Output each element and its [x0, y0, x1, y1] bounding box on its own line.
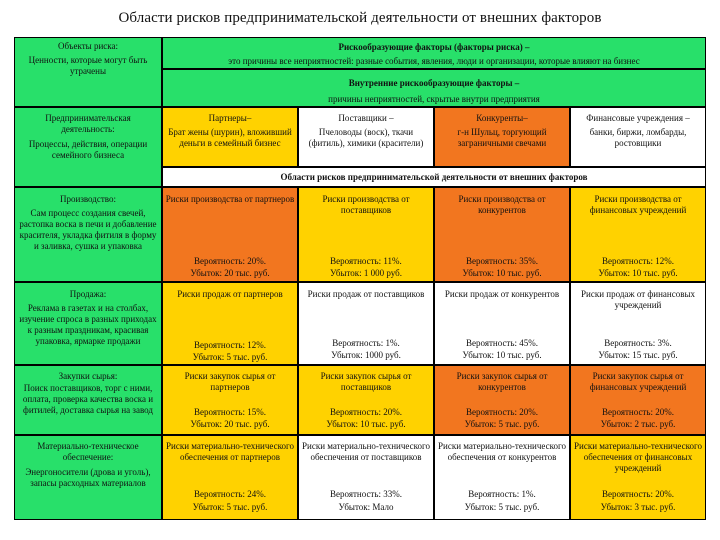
risk-label: Риски материально-технического обеспечения от финансовых учреждений — [574, 441, 702, 473]
finance-desc: банки, биржи, ломбарды, ростовщики — [589, 127, 687, 148]
risk-probability: Вероятность: 20%. — [466, 407, 538, 417]
risk-cell — [298, 435, 434, 520]
risk-loss: Убыток: 3 тыс. руб. — [600, 502, 676, 512]
risk-probability: Вероятность: 24%. — [194, 489, 266, 499]
risk-cell — [434, 282, 570, 365]
risk-cell — [162, 187, 298, 282]
risk-probability: Вероятность: 1%. — [468, 489, 536, 499]
risk-label: Риски производства от поставщиков — [322, 194, 410, 215]
competitors-heading: Конкуренты– — [476, 113, 528, 123]
risk-label: Риски материально-технического обеспечения от конкурентов — [438, 441, 566, 462]
risk-probability: Вероятность: 12%. — [194, 340, 266, 350]
risk-cell — [570, 187, 706, 282]
page-title: Области рисков предпринимательской деятельности от внешних факторов — [118, 10, 602, 26]
risk-probability: Вероятность: 15%. — [194, 407, 266, 417]
risk-label: Риски материально-технического обеспечения от поставщиков — [302, 441, 430, 462]
risk-loss: Убыток: 1000 руб. — [331, 350, 401, 360]
risk-cell — [298, 282, 434, 365]
suppliers-desc: Пчеловоды (воск), ткачи (фитиль), химики (красители) — [308, 127, 424, 148]
objects-heading: Объекты риска: — [57, 41, 119, 51]
risk-cell — [570, 282, 706, 365]
risk-cell — [162, 435, 298, 520]
risk-probability: Вероятность: 45%. — [466, 338, 538, 348]
factors-heading: Рискообразующие факторы (факторы риска) – — [338, 42, 530, 52]
risk-label: Риски продаж от финансовых учреждений — [581, 289, 695, 310]
risk-loss: Убыток: 5 тыс. руб. — [464, 502, 540, 512]
risk-label: Риски производства от партнеров — [165, 194, 295, 204]
risk-label: Риски продаж от поставщиков — [307, 289, 425, 299]
internal-line1: Внутренние рискообразующие факторы – — [348, 78, 520, 88]
areas-title-bar — [162, 167, 706, 187]
row-heading: Производство: — [60, 194, 116, 204]
row-heading: Материально-техническое обеспечение: — [37, 441, 139, 462]
factors-desc: это причины все неприятностей: разные события, явления, люди и организации, которые влияют на бизнес — [228, 56, 640, 66]
row-purchasing-header — [14, 365, 162, 435]
activity-desc: Процессы, действия, операции семейного бизнеса — [28, 139, 148, 160]
risk-label: Риски закупок сырья от партнеров — [184, 371, 276, 392]
competitors-header — [434, 107, 570, 167]
risk-loss: Убыток: 15 тыс. руб. — [598, 350, 678, 360]
suppliers-heading: Поставщики – — [338, 113, 394, 123]
areas-title: Области рисков предпринимательской деятельности от внешних факторов — [280, 172, 588, 182]
risk-label: Риски продаж от конкурентов — [444, 289, 560, 299]
row-desc: Реклама в газетах и на столбах, изучение спроса в разных приходах к разным праздникам, красивая упаковка, ярмарке продажи — [19, 303, 157, 346]
partners-desc: Брат жены (шурин), вложивший деньги в семейный бизнес — [168, 127, 292, 148]
objects-desc: Ценности, которые могут быть утрачены — [28, 55, 148, 76]
risk-cell — [570, 365, 706, 435]
risk-loss: Убыток: 20 тыс. руб. — [190, 419, 270, 429]
row-desc: Сам процесс создания свечей, растопка воска в печи и добавление красителя, укладка фитиля в форму и заливка, сушка и упаковка — [19, 208, 157, 251]
risk-cell — [162, 365, 298, 435]
risk-loss: Убыток: 10 тыс. руб. — [326, 419, 406, 429]
risk-loss: Убыток: 10 тыс. руб. — [598, 268, 678, 278]
risk-loss: Убыток: Мало — [338, 502, 394, 512]
risk-loss: Убыток: 5 тыс. руб. — [464, 419, 540, 429]
risk-probability: Вероятность: 33%. — [330, 489, 402, 499]
risk-probability: Вероятность: 20%. — [602, 407, 674, 417]
risk-label: Риски закупок сырья от поставщиков — [320, 371, 412, 392]
partners-heading: Партнеры– — [208, 113, 252, 123]
risk-cell — [162, 282, 298, 365]
risk-loss: Убыток: 10 тыс. руб. — [462, 350, 542, 360]
row-logistics-header — [14, 435, 162, 520]
activity-header — [14, 107, 162, 187]
factors-header — [162, 37, 706, 69]
risk-probability: Вероятность: 35%. — [466, 256, 538, 266]
row-production-header — [14, 187, 162, 282]
partners-header — [162, 107, 298, 167]
suppliers-header — [298, 107, 434, 167]
risk-cell — [570, 435, 706, 520]
risk-label: Риски материально-технического обеспечения от партнеров — [166, 441, 294, 462]
competitors-desc: г-н Шульц, торгующий заграничными свечами — [457, 127, 547, 148]
internal-line2: причины неприятностей, скрытые внутри предприятия — [328, 94, 540, 104]
risk-cell — [298, 187, 434, 282]
risk-label: Риски закупок сырья от финансовых учреждений — [589, 371, 687, 392]
risk-probability: Вероятность: 20%. — [602, 489, 674, 499]
risk-probability: Вероятность: 12%. — [602, 256, 674, 266]
risk-probability: Вероятность: 20%. — [330, 407, 402, 417]
risk-probability: Вероятность: 3%. — [604, 338, 672, 348]
risk-label: Риски закупок сырья от конкурентов — [456, 371, 548, 392]
risk-cell — [434, 435, 570, 520]
risk-cell — [298, 365, 434, 435]
row-desc: Энергоносители (дрова и уголь), запасы расходных материалов — [25, 467, 151, 488]
risk-label: Риски производства от финансовых учреждений — [589, 194, 687, 215]
risk-loss: Убыток: 2 тыс. руб. — [600, 419, 676, 429]
finance-heading: Финансовые учреждения – — [586, 113, 690, 123]
risk-loss: Убыток: 20 тыс. руб. — [190, 268, 270, 278]
internal-factors — [162, 69, 706, 107]
row-heading: Закупки сырья: — [58, 371, 118, 381]
activity-heading: Предпринимательская деятельность: — [45, 113, 131, 134]
risk-cell — [434, 365, 570, 435]
objects-header — [14, 37, 162, 107]
risk-loss: Убыток: 5 тыс. руб. — [192, 502, 268, 512]
risk-loss: Убыток: 5 тыс. руб. — [192, 352, 268, 362]
risk-label: Риски производства от конкурентов — [458, 194, 546, 215]
risk-loss: Убыток: 1 000 руб. — [330, 268, 402, 278]
row-heading: Продажа: — [69, 289, 107, 299]
row-sales-header — [14, 282, 162, 365]
row-desc: Поиск поставщиков, торг с ними, оплата, проверка качества воска и фитилей, доставка сырья на завод — [22, 383, 154, 415]
risk-probability: Вероятность: 11%. — [330, 256, 402, 266]
risk-probability: Вероятность: 20%. — [194, 256, 266, 266]
finance-header — [570, 107, 706, 167]
risk-cell — [434, 187, 570, 282]
risk-probability: Вероятность: 1%. — [332, 338, 400, 348]
risk-label: Риски продаж от партнеров — [177, 289, 283, 299]
risk-loss: Убыток: 10 тыс. руб. — [462, 268, 542, 278]
